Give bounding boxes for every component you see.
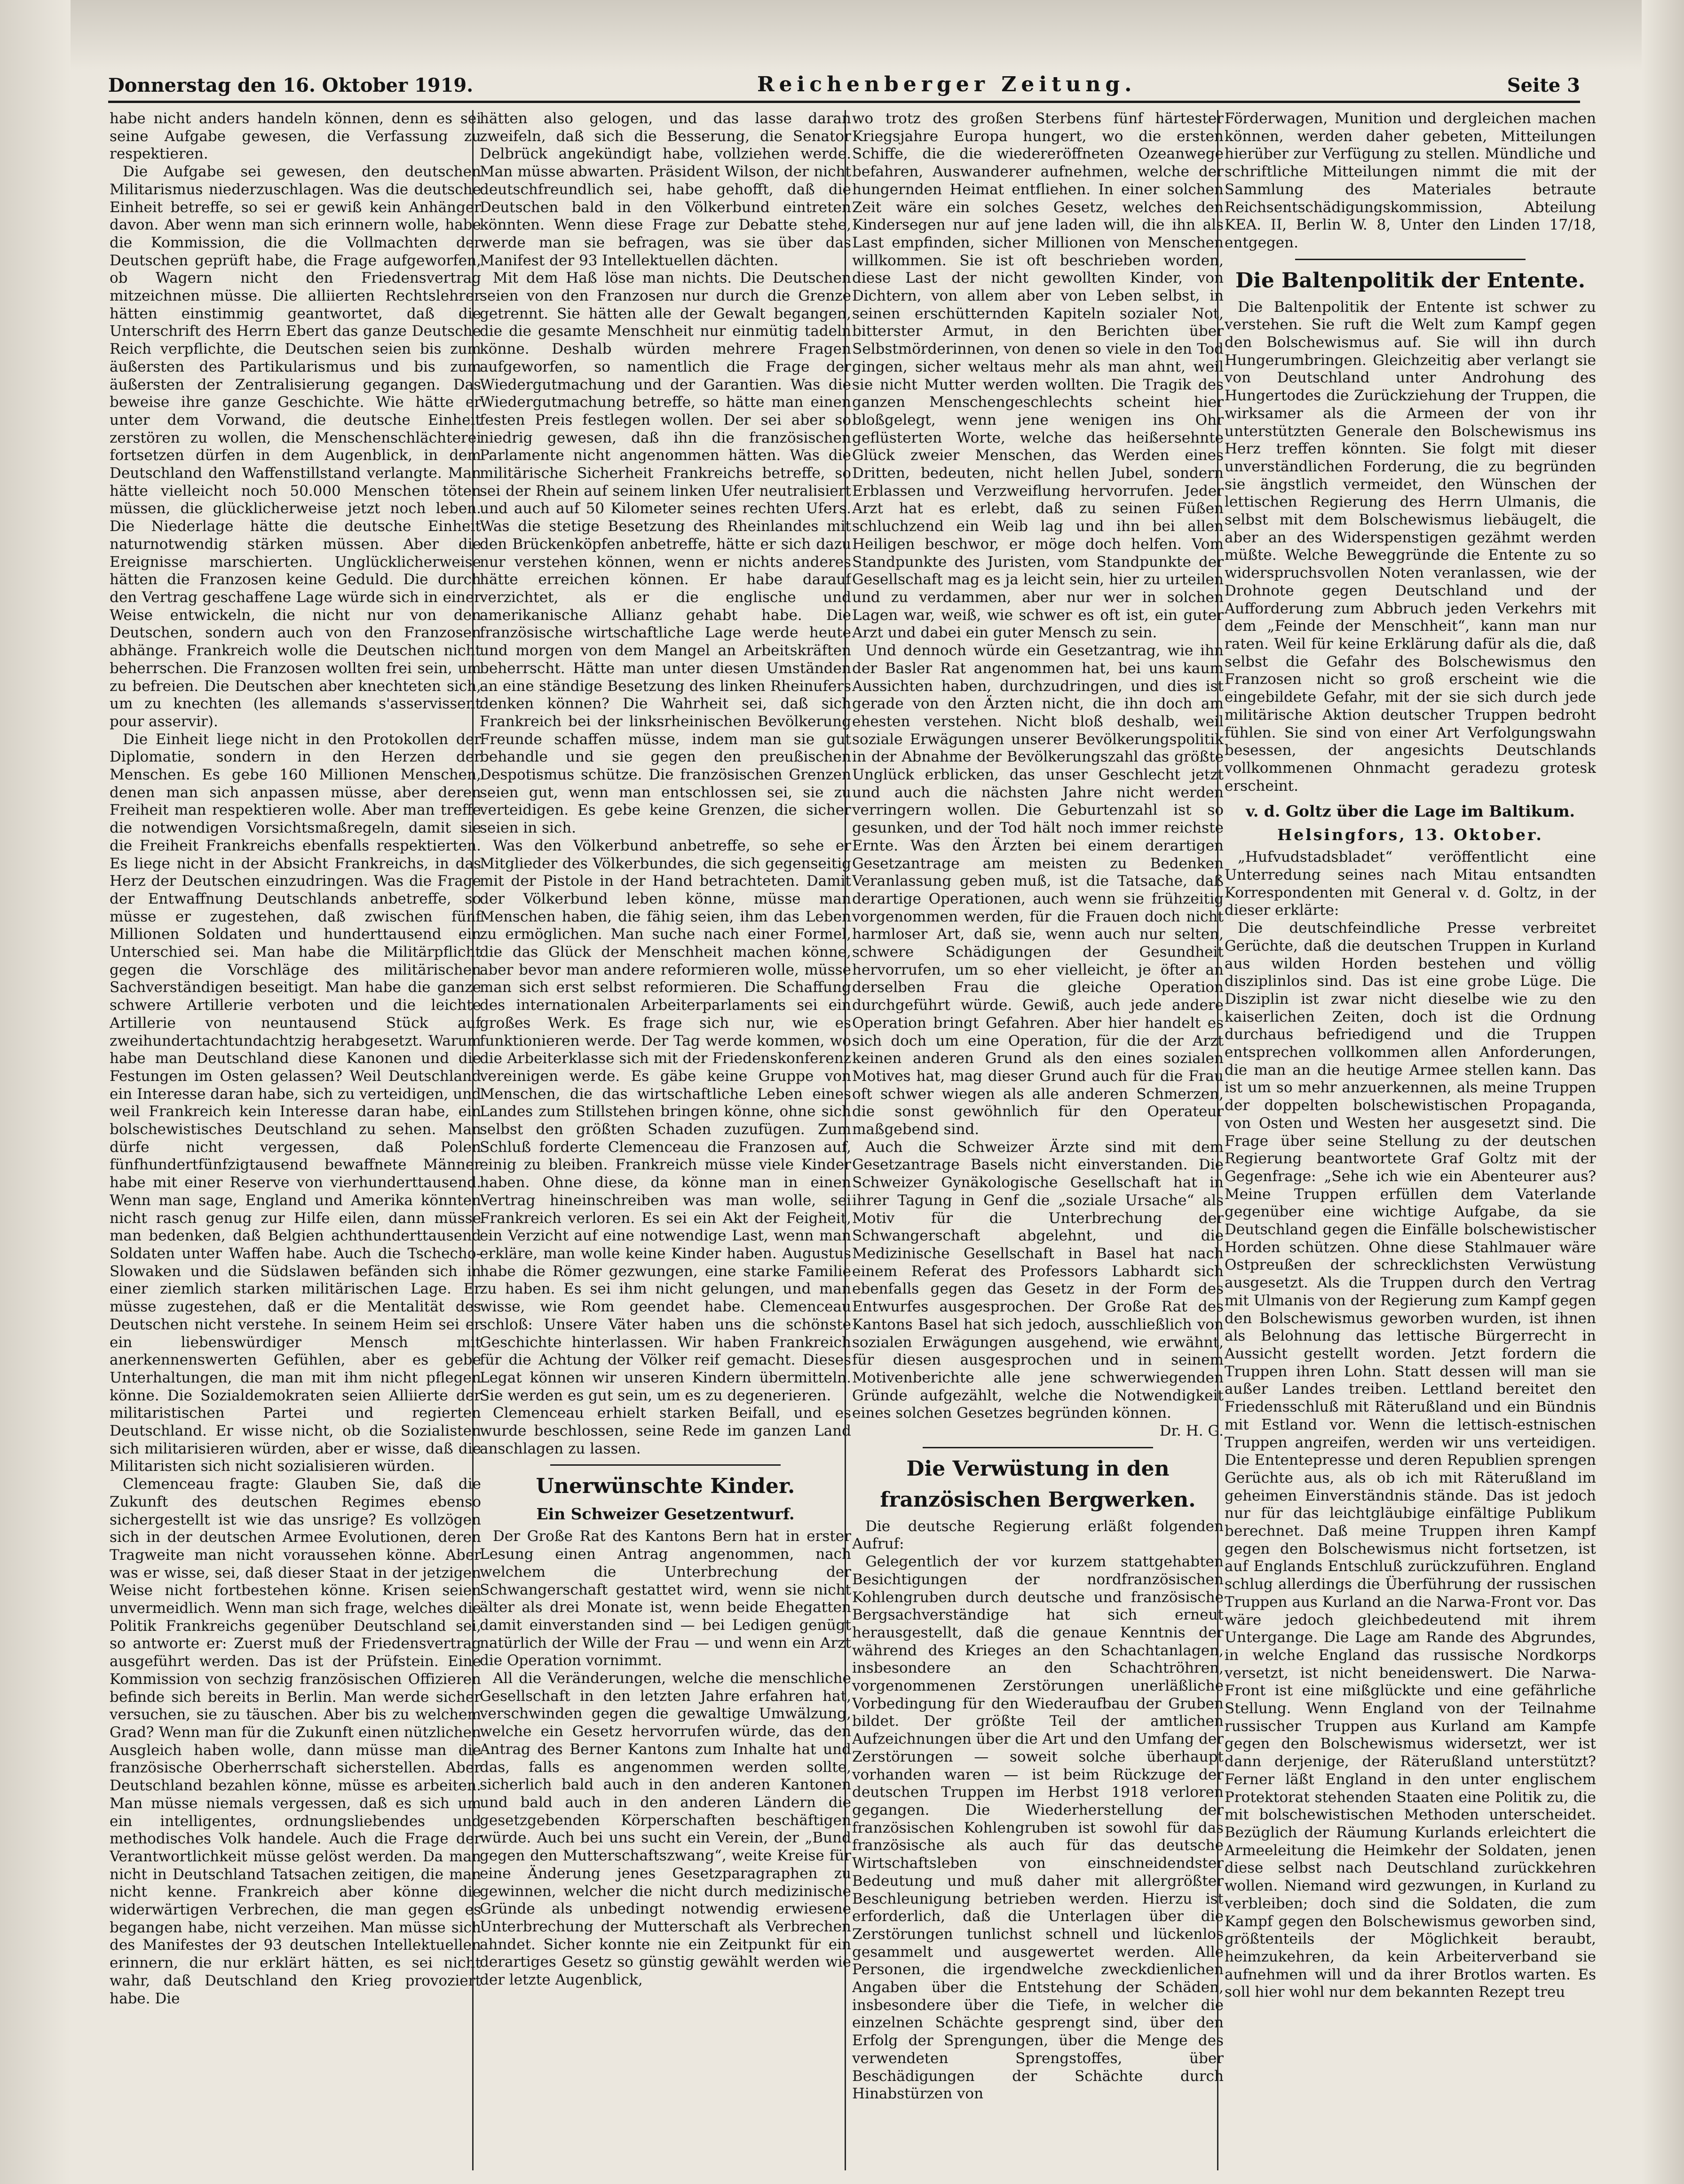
paragraph: habe nicht anders handeln können, denn es sei seine Aufgabe gewesen, die Verfassung zu respektieren. bbox=[110, 110, 481, 163]
paragraph: Die Einheit liege nicht in den Protokollen der Diplomatie, sondern in den Herzen der Menschen. Es gebe 160 Millionen Menschen, denen man sich anpassen müsse, aber deren Freiheit man respektieren wolle. Aber man treffe die notwendigen Vorsichtsmaßregeln, damit sie die Freiheit Frankreichs ebenfalls respektierten. Es liege nicht in der Absicht Frankreichs, in das Herz der Deutschen einzudringen. Was die Frage der Entwaffnung Deutschlands anbetreffe, so müsse er zugestehen, daß zwischen fünf Millionen Soldaten und hunderttausend ein Unterschied sei. Man habe die Militärpflicht gegen die Vorschläge des militärischen Sachverständigen beseitigt. Man habe die ganze schwere Artillerie verboten und die leichte Artillerie von neuntausend Stück auf zweihundertachtundachtzig herabgesetzt. Warum habe man Deutschland diese Kanonen und die Festungen im Osten gelassen? Weil Deutschland ein Interesse daran habe, sich zu verteidigen, und weil Frankreich kein Interesse daran habe, ein bolschewistisches Deutschland zu sehen. Man dürfe nicht vergessen, daß Polen fünfhundertfünfzigtausend bewaffnete Männer habe mit einer Reserve von vierhunderttausend. Wenn man sage, England und Amerika könnten nicht rasch genug zur Hilfe eilen, dann müsse man bedenken, daß Belgien achthunderttausend Soldaten unter Waffen habe. Auch die Tschecho-Slowaken und die Südslawen befänden sich in einer ziemlich starken militärischen Lage. Er müsse zugestehen, daß er die Mentalität des Deutschen nicht verstehe. In seinem Heim sei er ein liebenswürdiger Mensch mit anerkennenswerten Gefühlen, aber es gebe Unterhaltungen, die man mit ihm nicht pflegen könne. Die Sozialdemokraten seien Alliierte der militaristischen Partei und regierten Deutschland. Er wisse nicht, ob die Sozialisten sich militarisieren würden, aber er wisse, daß die Militaristen sich nicht sozialisieren würden. bbox=[110, 731, 481, 1475]
scan-top-edge bbox=[0, 0, 1684, 71]
scan-right-edge bbox=[1642, 0, 1684, 2184]
paragraph: Die deutsche Regierung erläßt folgenden Aufruf: bbox=[852, 1517, 1224, 1553]
paragraph: Der Große Rat des Kantons Bern hat in erster Lesung einen Antrag angenommen, nach welchem die Unterbrechung der Schwangerschaft gestattet wird, wenn sie nicht älter als drei Monate ist, wenn beide Ehegatten damit einverstanden sind — bei Ledigen genügt natürlich der Wille der Frau — und wenn ein Arzt die Operation vornimmt. bbox=[480, 1528, 851, 1669]
column-4 bbox=[1225, 110, 1596, 2170]
paragraph: Die Aufgabe sei gewesen, den deutschen Militarismus niederzuschlagen. Was die deutsche Einheit betreffe, so sei er gewiß kein Anhänger davon. Aber wenn man sich erinnern wolle, habe die Kommission, die die Vollmachten der Deutschen geprüft habe, die Frage aufgeworfen, ob Wagern nicht den Friedensvertrag mitzeichnen müsse. Die alliierten Rechtslehrer hätten einstimmig geantwortet, daß die Unterschrift des Herrn Ebert das ganze Deutsche Reich verpflichte, die Deutschen seien bis zum äußersten des Partikularismus und bis zum äußersten der Zentralisierung gegangen. Das beweise ihre ganze Geschichte. Wie hätte er unter dem Vorwand, die deutsche Einheit zerstören zu wollen, die Menschenschlächterei fortsetzen dürfen in dem Augenblick, in dem Deutschland den Waffenstillstand verlangte. Man hätte vielleicht noch 50.000 Menschen töten müssen, die glücklicherweise jetzt noch leben. Die Niederlage hätte die deutsche Einheit naturnotwendig stärken müssen. Aber die Ereignisse marschierten. Unglücklicherweise hätten die Franzosen keine Geduld. Die durch den Vertrag geschaffene Lage würde sich in einer Weise entwickeln, die nicht nur von den Deutschen, sondern auch von den Franzosen abhänge. Frankreich wolle die Deutschen nicht beherrschen. Die Franzosen wollten frei sein, um zu befreien. Die Deutschen aber knechteten sich, um zu knechten (les allemands s'asservissent pour asservir). bbox=[110, 163, 481, 730]
page-number: Seite 3 bbox=[1507, 74, 1580, 96]
paragraph: Clemenceau fragte: Glauben Sie, daß die Zukunft des deutschen Regimes ebenso sichergestellt ist wie das unsrige? Es vollzögen sich in der deutschen Armee Evolutionen, deren Tragweite man nicht voraussehen könne. Aber was er wisse, sei, daß dieser Staat in der jetzigen Weise nicht fortbestehen könne. Krisen seien unvermeidlich. Wenn man sich frage, welches die Politik Frankreichs gegenüber Deutschland sei, so antworte er: Zuerst muß der Friedensvertrag ausgeführt werden. Das ist der Prüfstein. Eine Kommission von sechzig französischen Offizieren befinde sich bereits in Berlin. Man werde sicher versuchen, sie zu täuschen. Aber bis zu welchem Grad? Wenn man für die Zukunft einen nützlichen Ausgleich haben wolle, dann müsse man die französische Oberherrschaft sicherstellen. Aber Deutschland bezahlen könne, müsse es arbeiten. Man müsse niemals vergessen, daß es sich um ein intelligentes, ordnungsliebendes und methodisches Volk handele. Auch die Frage der Verantwortlichkeit müsse gelöst werden. Da man nicht in Deutschland Tatsachen zeitigen, die man nicht kenne. Frankreich aber könne die widerwärtigen Verbrechen, die man gegen es begangen habe, nicht verzeihen. Man müsse sich des Manifestes der 93 deutschen Intellektuellen erinnern, die nur erklärt hätten, es sei nicht wahr, daß Deutschland den Krieg provoziert habe. Die bbox=[110, 1476, 481, 2007]
article-title: Unerwünschte Kinder. bbox=[536, 1474, 795, 1499]
masthead bbox=[108, 71, 1580, 101]
author-signature: Dr. H. G. bbox=[1159, 1422, 1224, 1440]
article-title-line-1: Die Verwüstung in den bbox=[906, 1456, 1170, 1481]
paragraph: Die deutschfeindliche Presse verbreitet Gerüchte, daß die deutschen Truppen in Kurland aus wilden Horden bestehen und völlig disziplinlos sind. Das ist eine grobe Lüge. Die Disziplin ist zwar nicht dieselbe wie zu den kaiserlichen Zeiten, doch ist die Ordnung durchaus befriedigend und die Truppen entsprechen vollkommen allen Anforderungen, die man an die heutige Armee stellen kann. Das ist um so mehr anzuerkennen, als meine Truppen der doppelten bolschewistischen Propaganda, von Osten und Westen her ausgesetzt sind. Die Frage über seine Stellung zu der deutschen Regierung beantwortete Graf Goltz mit der Gegenfrage: „Sehe ich wie ein Abenteurer aus? Meine Truppen erfüllen dem Vaterlande gegenüber eine wichtige Aufgabe, da sie Deutschland gegen die Einfälle bolschewistischer Horden schützen. Ohne diese Stahlmauer wäre Ostpreußen der schrecklichsten Verwüstung ausgesetzt. Als die Truppen durch den Vertrag mit Ulmanis von der Regierung zum Kampf gegen den Bolschewismus geworben wurden, ist ihnen als Belohnung das lettische Bürgerrecht in Aussicht gestellt worden. Jetzt fordern die Truppen ihren Lohn. Statt dessen will man sie außer Landes treiben. Lettland bereitet den Friedensschluß mit Räterußland und ein Bündnis mit Estland vor. Wenn die lettisch-estnischen Truppen angreifen, werden wir uns verteidigen. Die Ententepresse und deren Republien sprengen Gerüchte aus, als ob ich mit Räterußland im geheimen Einverständnis stände. Das ist jedoch nur für das leichtgläubige einfältige Publikum berechnet. Daß meine Truppen ihren Kampf gegen den Bolschewismus nicht fortsetzen, ist auf Englands Entschluß zurückzuführen. England schlug allerdings die Überführung der russischen Truppen aus Kurland an die Narwa-Front vor. Das wäre jedoch gleichbedeutend mit ihrem Untergange. Die Lage am Rande des Abgrundes, in welche England das russische Nordkorps versetzt, ist nicht beneidenswert. Die Narwa-Front ist eine mißglückte und eine gefährliche Stellung. Wenn England von der Teilnahme russischer Truppen aus Kurland am Kampfe gegen den Bolschewismus widersetzt, wer ist dann derjenige, der Räterußland unterstützt? Ferner läßt England in den unter englischem Protektorat stehenden Staaten eine Politik zu, die mit bolschewistischen Methoden unterscheidet. Bezüglich der Räumung Kurlands erleichtert die Armeeleitung die Heimkehr der Soldaten, jenen diese selbst nach Deutschland zurückkehren wollen. Niemand wird gezwungen, in Kurland zu verbleiben; doch sind die Soldaten, die zum Kampf gegen den Bolschewismus geworben sind, größtenteils der Möglichkeit beraubt, heimzukehren, da kein Arbeiterverband sie aufnehmen will und da ihrer Brotlos warten. Es soll hier wohl nur dem bekannten Rezept treu bbox=[1225, 920, 1596, 2001]
column-3 bbox=[852, 110, 1224, 2170]
column-1 bbox=[110, 110, 481, 2170]
article-title-line-2: französischen Bergwerken. bbox=[880, 1487, 1196, 1512]
paragraph: Die Baltenpolitik der Entente ist schwer zu verstehen. Sie ruft die Welt zum Kampf gegen den Bolschewismus auf. Sie will ihn durch Hungerumbringen. Gleichzeitig aber verlangt sie von Deutschland unter Androhung des Hungertodes die Zurückziehung der Truppen, die wirksamer als die Armeen der von ihr unterstützten Generale den Bolschewismus ins Herz treffen könnten. Sie folgt mit dieser unverständlichen Forderung, die zu begründen sie ängstlich vermeidet, den Wünschen der lettischen Regierung des Herrn Ulmanis, die selbst mit dem Bolschewismus liebäugelt, die aber an des Widerspenstigen gezähmt werden müßte. Welche Beweggründe die Entente zu so widerspruchsvollen Noten veranlassen, wie der Drohnote gegen Deutschland und der Aufforderung zum Abbruch jeden Verkehrs mit dem „Feinde der Menschheit“, kann man nur raten. Weil für keine Erklärung dafür als die, daß selbst die Gefahr des Bolschewismus den Franzosen nicht so groß erscheint wie die eingebildete Gefahr, mit der sie sich durch jede militärische Aktion deutscher Truppen bedroht fühlen. Sie sind von einer Art Verfolgungswahn besessen, der angesichts Deutschlands vollkommenen Ohnmacht geradezu grotesk erscheint. bbox=[1225, 298, 1596, 794]
article-separator bbox=[923, 1447, 1153, 1448]
paragraph: Mit dem Haß löse man nichts. Die Deutschen seien von den Franzosen nur durch die Grenze getrennt. Sie hätten alle der Gewalt begangen, die die gesamte Menschheit nur einmütig tadeln könne. Deshalb würden mehrere Fragen aufgeworfen, so namentlich die Frage der Wiedergutmachung und der Garantien. Was die Wiedergutmachung betreffe, so hätte man einen festen Preis festlegen wollen. Der sei aber so niedrig gewesen, daß ihn die französischen Parlamente nicht angenommen hätten. Was die militärische Sicherheit Frankreichs betreffe, so sei der Rhein auf seinem linken Ufer neutralisiert und auch auf 50 Kilometer seines rechten Ufers. Was die stetige Besetzung des Rheinlandes mit den Brückenköpfen anbetreffe, hätte er sich dazu nur verstehen können, wenn er nichts anderes hätte erreichen können. Er habe darauf verzichtet, als er die englische und amerikanische Allianz gehabt habe. Die französische wirtschaftliche Lage werde heute und morgen von dem Mangel an Arbeitskräften beherrscht. Hätte man unter diesen Umständen an eine ständige Besetzung des linken Rheinufers denken können? Die Wahrheit sei, daß sich Frankreich bei der linksrheinischen Bevölkerung Freunde schaffen müsse, indem man sie gut behandle und sie gegen den preußischen Despotismus schütze. Die französischen Grenzen seien gut, wenn man entschlossen sei, sie zu verteidigen. Es gebe keine Grenzen, die sicher seien in sich. bbox=[480, 270, 851, 837]
article-separator bbox=[550, 1464, 781, 1466]
sub-article-title: v. d. Goltz über die Lage im Baltikum. bbox=[1245, 802, 1575, 821]
paragraph: Förderwagen, Munition und dergleichen machen können, werden daher gebeten, Mitteilungen hierüber zur Verfügung zu stellen. Mündliche und schriftliche Mitteilungen nimmt die mit der Sammlung des Materiales betraute Reichsentschädigungskommission, Abteilung KEA. II, Berlin W. 8, Unter den Linden 17/18, entgegen. bbox=[1225, 110, 1596, 251]
paragraph: „Hufvudstadsbladet“ veröffentlicht eine Unterredung seines nach Mitau entsandten Korrespondenten mit General v. d. Goltz, in der dieser erklärte: bbox=[1225, 849, 1596, 919]
paragraph: wo trotz des großen Sterbens fünf härtester Kriegsjahre Europa hungert, wo die ersten Schiffe, die die wiedereröffneten Ozeanwege befahren, Auswanderer aufnehmen, welche der hungernden Heimat entfliehen. In einer solchen Zeit wäre ein solches Gesetz, welches den Kindersegen nur auf jene laden will, die ihn als Last empfinden, sicher Millionen von Menschen willkommen. Sie ist oft beschrieben worden, diese Last der nicht gewollten Kinder, von Dichtern, von allem aber von Leben selbst, in seinen erschütternden Kapiteln sozialer Not, bitterster Armut, in den Berichten über Selbstmörderinnen, von denen so viele in den Tod gingen, sicher weltaus mehr als man ahnt, weil sie nicht Mutter werden wollten. Die Tragik des ganzen Menschengeschlechts scheint hier bloßgelegt, wenn jene wenigen ins Ohr geflüsterten Worte, welche das heißersehnte Glück zweier Menschen, das Werden eines Dritten, bedeuten, nicht hellen Jubel, sondern Erblassen und Verzweiflung hervorrufen. Jeder Arzt hat es erlebt, daß zu seinen Füßen schluchzend ein Weib lag und ihn bei allen Heiligen beschwor, er möge doch helfen. Vom Standpunkte des Juristen, vom Standpunkte der Gesellschaft mag es ja leicht sein, hier zu urteilen und zu verdammen, aber nur wer in solchen Lagen war, weiß, wie schwer es oft ist, ein guter Arzt und dabei ein guter Mensch zu sein. bbox=[852, 110, 1224, 642]
masthead-rule bbox=[108, 101, 1580, 103]
scan-left-edge bbox=[0, 0, 71, 2184]
paragraph: Auch die Schweizer Ärzte sind mit dem Gesetzantrage Basels nicht einverstanden. Die Schweizer Gynäkologische Gesellschaft hat in ihrer Tagung in Genf die „soziale Ursache“ als Motiv für die Unterbrechung der Schwangerschaft abgelehnt, und die Medizinische Gesellschaft in Basel hat nach einem Referat des Professors Labhardt sich ebenfalls gegen das Gesetz in der Form des Entwurfes ausgesprochen. Der Große Rat des Kantons Basel hat sich jedoch, ausschließlich von sozialen Erwägungen ausgehend, wie erwähnt, für diesen ausgesprochen und in seinem Motivenberichte alle jene schwerwiegenden Gründe aufgezählt, welche die Notwendigkeit eines solchen Gesetzes begründen können. bbox=[852, 1138, 1224, 1422]
paragraph: Was den Völkerbund anbetreffe, so sehe er Mitglieder des Völkerbundes, die sich gegenseitig mit der Pistole in der Hand betrachteten. Damit der Völkerbund leben könne, müsse man Menschen haben, die fähig seien, ihm das Leben zu ermöglichen. Man suche nach einer Formel, die das Glück der Menschheit machen könne, aber bevor man andere reformieren wolle, müsse man sich erst selbst reformieren. Die Schaffung des internationalen Arbeiterparlaments sei ein großes Werk. Es frage sich nur, wie es funktionieren werde. Der Tag werde kommen, wo die Arbeiterklasse sich mit der Friedenskonferenz vereinigen werde. Es gäbe keine Gruppe von Menschen, die das wirtschaftliche Leben eines Landes zum Stillstehen bringen könne, ohne sich selbst den größten Schaden zuzufügen. Zum Schluß forderte Clemenceau die Franzosen auf, einig zu bleiben. Frankreich müsse viele Kinder haben. Ohne diese, da könne man in einen Vertrag hineinschreiben was man wolle, sei Frankreich verloren. Es sei ein Akt der Feigheit, ein Verzicht auf eine notwendige Last, wenn man erkläre, man wolle keine Kinder haben. Augustus habe die Römer gezwungen, eine starke Familie zu haben. Es sei ihm nicht gelungen, und man wisse, wie Rom geendet habe. Clemenceau schloß: Unsere Väter haben uns die schönste Geschichte hinterlassen. Wir haben Frankreich für die Achtung der Völker reif gemacht. Dieses Legat können wir unseren Kindern übermitteln. Sie werden es gut sein, um es zu degenerieren. bbox=[480, 837, 851, 1404]
column-2 bbox=[480, 110, 851, 2170]
dateline: Helsingfors, 13. Oktober. bbox=[1277, 826, 1543, 844]
issue-date: Donnerstag den 16. Oktober 1919. bbox=[108, 74, 474, 96]
paragraph: All die Veränderungen, welche die menschliche Gesellschaft in den letzten Jahre erfahren hat, verschwinden gegen die gewaltige Umwälzung, welche ein Gesetz hervorrufen würde, das den Antrag des Berner Kantons zum Inhalte hat und das, falls es angenommen werden sollte, sicherlich bald auch in den anderen Kantonen und bald auch in den anderen Ländern die gesetzgebenden Körperschaften beschäftigen würde. Auch bei uns sucht ein Verein, der „Bund gegen den Mutterschaftszwang“, weite Kreise für eine Änderung jenes Gesetzparagraphen zu gewinnen, welcher die nicht durch medizinische Gründe als unbedingt notwendig erwiesene Unterbrechung der Mutterschaft als Verbrechen ahndet. Sicher konnte nie ein Zeitpunkt für ein derartiges Gesetz so günstig gewählt werden wie der letzte Augenblick, bbox=[480, 1670, 851, 1989]
article-title: Die Baltenpolitik der Entente. bbox=[1235, 268, 1586, 293]
article-separator bbox=[1295, 259, 1526, 260]
paragraph: Clemenceau erhielt starken Beifall, und es wurde beschlossen, seine Rede im ganzen Land anschlagen zu lassen. bbox=[480, 1405, 851, 1457]
newspaper-name: Reichenberger Zeitung. bbox=[757, 72, 1137, 96]
paragraph: hätten also gelogen, und das lasse daran zweifeln, daß sich die Besserung, die Senator Delbrück angekündigt habe, vollziehen werde. Man müsse abwarten. Präsident Wilson, der nicht deutschfreundlich sei, habe gehofft, daß die Deutschen bald in den Völkerbund eintreten könnten. Wenn diese Frage zur Debatte stehe, werde man sie befragen, was sie über das Manifest der 93 Intellektuellen dächten. bbox=[480, 110, 851, 269]
article-subtitle: Ein Schweizer Gesetzentwurf. bbox=[536, 1505, 795, 1524]
paragraph: Gelegentlich der vor kurzem stattgehabten Besichtigungen der nordfranzösischen Kohlengruben durch deutsche und französische Bergsachverständige hat sich erneut herausgestellt, daß die genaue Kenntnis der während des Krieges an den Schachtanlagen, insbesondere an den Schachtröhren, vorgenommenen Zerstörungen unerläßliche Vorbedingung für den Wiederaufbau der Gruben bildet. Der größte Teil der amtlichen Aufzeichnungen über die Art und den Umfang der Zerstörungen — soweit solche überhaupt vorhanden waren — ist beim Rückzuge der deutschen Truppen im Herbst 1918 verloren gegangen. Die Wiederherstellung der französischen Kohlengruben ist sowohl für das französische als auch für das deutsche Wirtschaftsleben von einschneidendster Bedeutung und muß daher mit allergrößter Beschleunigung betrieben werden. Hierzu ist erforderlich, daß die Unterlagen über die Zerstörungen tunlichst schnell und lückenlos gesammelt und ausgewertet werden. Alle Personen, die irgendwelche zweckdienlichen Angaben über die Entstehung der Schäden, insbesondere über die Tiefe, in welcher die einzelnen Schächte gesprengt sind, über den Erfolg der Sprengungen, über die Menge des verwendeten Sprengstoffes, über Beschädigungen der Schächte durch Hinabstürzen von bbox=[852, 1553, 1224, 2103]
paragraph: Und dennoch würde ein Gesetzantrag, wie ihn der Basler Rat angenommen hat, bei uns kaum Aussichten haben, durchzudringen, und dies ist gerade von den Ärzten nicht, die ihn doch am ehesten verstehen. Nicht bloß deshalb, weil soziale Erwägungen unserer Bevölkerungspolitik in der Abnahme der Bevölkerungszahl das größte Unglück erblicken, das unser Geschlecht jetzt und auch die nächsten Jahre nicht werden verringern wollen. Die Geburtenzahl ist so gesunken, und der Tod hält noch immer reichste Ernte. Was den Ärzten bei einem derartigen Gesetzantrage am meisten zu Bedenken Veranlassung geben muß, ist die Tatsache, daß derartige Operationen, auch wenn sie frühzeitig vorgenommen werden, für die Frauen doch nicht harmloser Art, daß sie, wenn auch nur selten, schwere Schädigungen der Gesundheit hervorrufen, um so eher vielleicht, je öfter an derselben Frau die gleiche Operation durchgeführt würde. Gewiß, auch jede andere Operation bringt Gefahren. Aber hier handelt es sich doch um eine Operation, für die der Arzt keinen anderen Grund als den eines sozialen Motives hat, mag dieser Grund auch für die Frau oft schwer wiegen als alle anderen Schmerzen, die sonst gewöhnlich für den Operateur maßgebend sind. bbox=[852, 642, 1224, 1138]
